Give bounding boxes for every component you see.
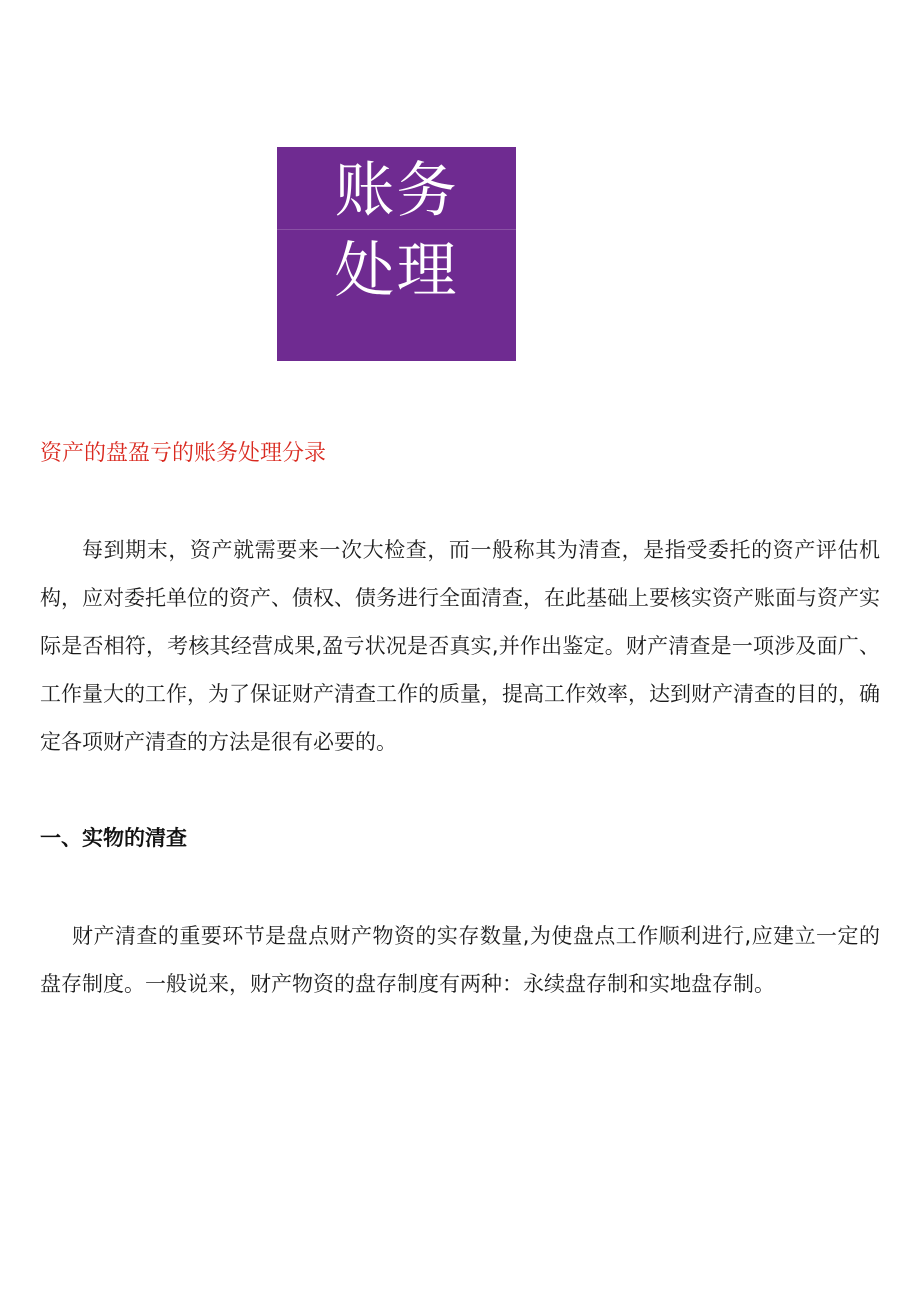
cover-title-block xyxy=(277,147,516,361)
cover-title-line-2: 处理 xyxy=(334,236,459,306)
document-subtitle: 资产的盘盈亏的账务处理分录 xyxy=(40,441,327,466)
inventory-paragraph: 财产清查的重要环节是盘点财产物资的实存数量,为使盘点工作顺利进行,应建立一定的盘存制度。一般说来，财产物资的盘存制度有两种：永续盘存制和实地盘存制。 xyxy=(40,924,880,996)
cover-divider xyxy=(277,229,516,230)
section-heading-physical-inventory: 一、实物的清查 xyxy=(40,826,187,850)
intro-paragraph: 每到期末，资产就需要来一次大检查，而一般称其为清查，是指受委托的资产评估机构，应对委托单位的资产、债权、债务进行全面清查，在此基础上要核实资产账面与资产实际是否相符，考核其经营成果,盈亏状况是否真实,并作出鉴定。财产清查是一项涉及面广、工作量大的工作，为了保证财产清查工作的质量，提高工作效率，达到财产清查的目的，确定各项财产清查的方法是很有必要的。 xyxy=(40,538,880,754)
cover-title-line-1: 账务 xyxy=(334,156,459,226)
